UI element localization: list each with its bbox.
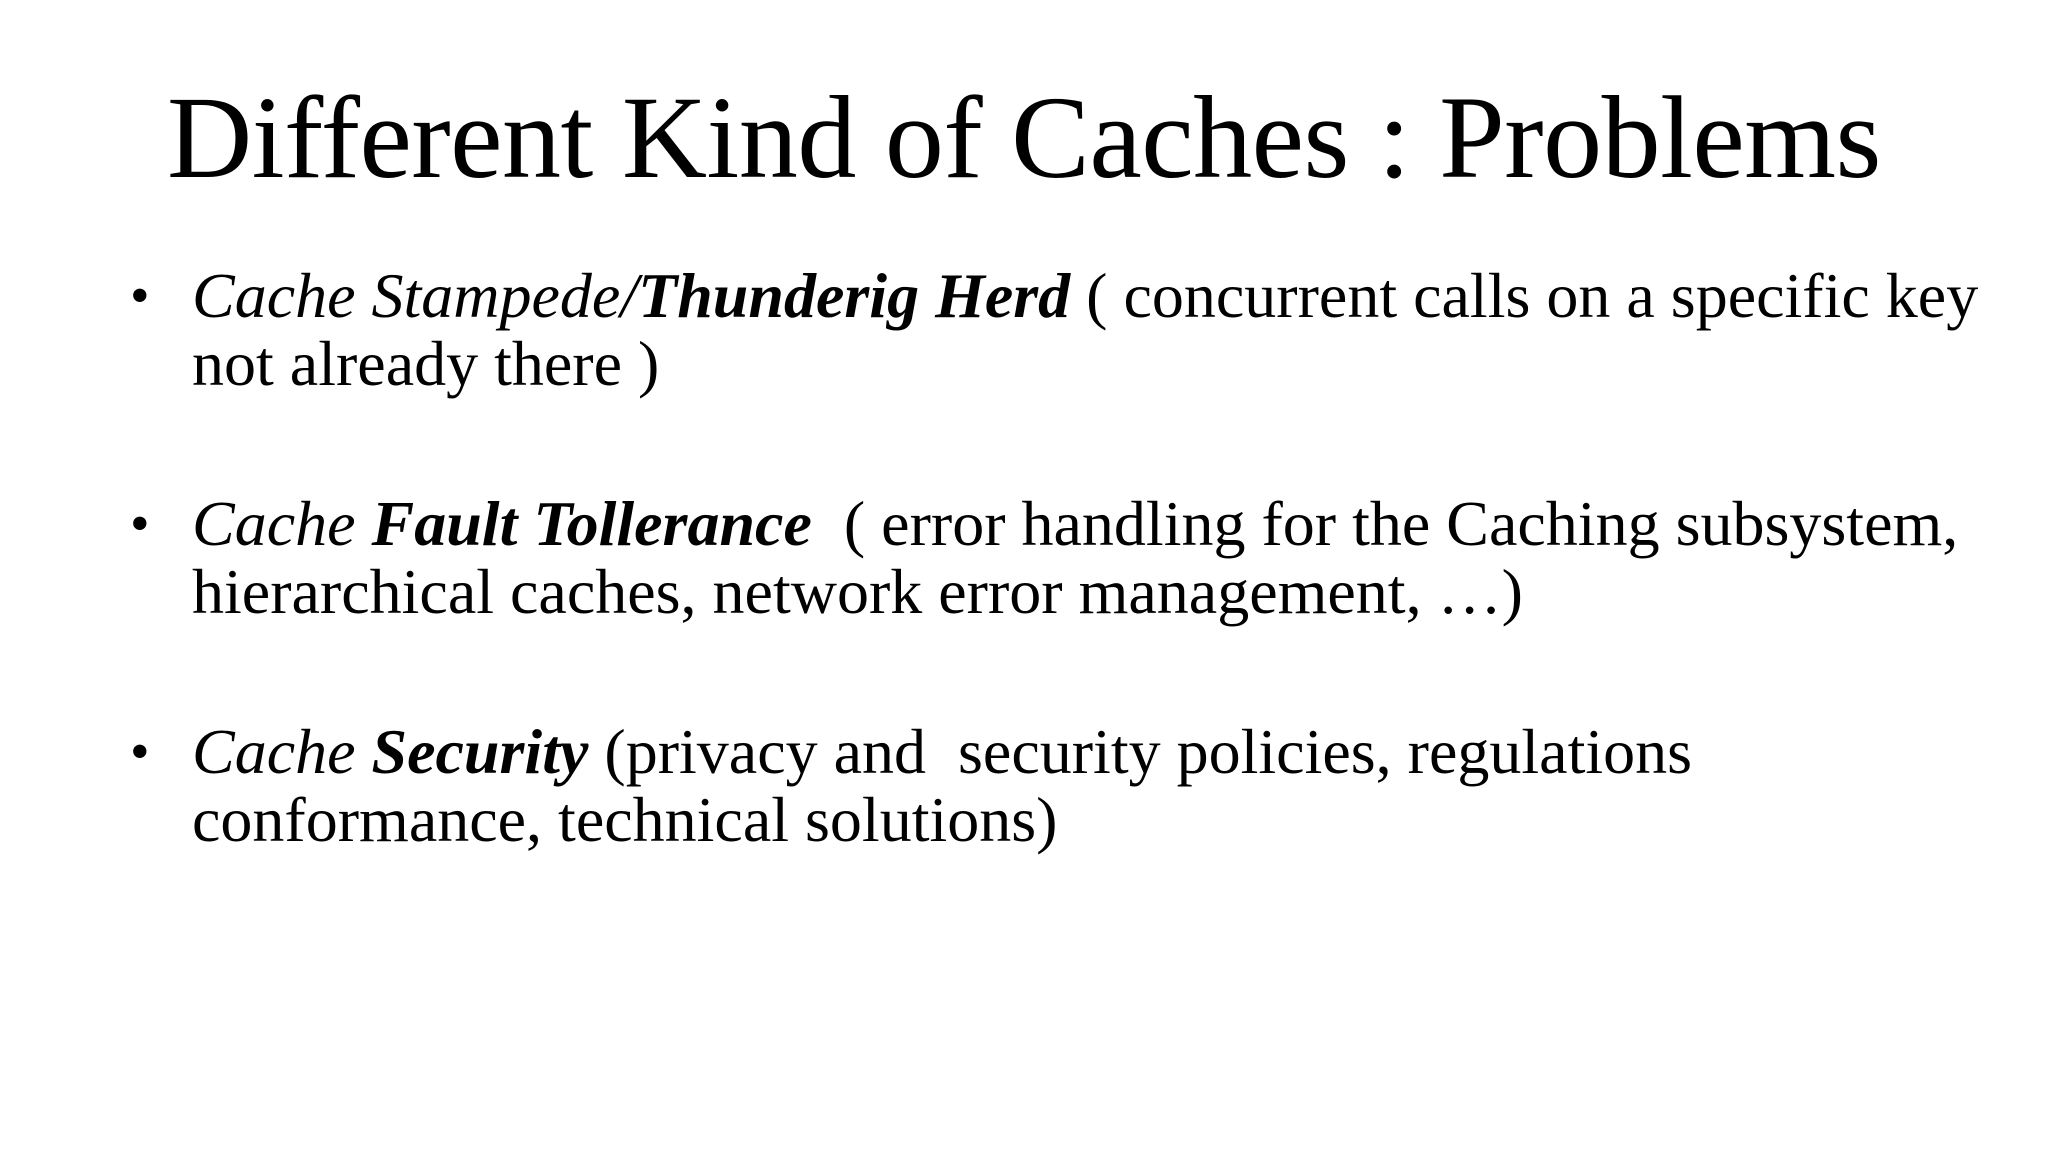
bullet-description: ( concurrent calls on a specific key not already there ) [192, 260, 1979, 399]
bullet-description: ( error handling for the Caching subsystem, hierarchical caches, network error management, …) [192, 488, 1975, 627]
bullet-icon: • [130, 721, 150, 783]
bullet-list [130, 262, 2010, 854]
bullet-item-fault-tolerance [130, 490, 2010, 626]
bullet-term: Cache [192, 488, 372, 559]
bullet-term: Cache Stampede/ [192, 260, 639, 331]
bullet-term: Cache [192, 716, 372, 787]
bullet-term-emphasis: Thunderig Herd [638, 260, 1071, 331]
bullet-item-security [130, 718, 2010, 854]
bullet-icon: • [130, 265, 150, 327]
bullet-term-emphasis: Security [371, 716, 589, 787]
bullet-icon: • [130, 493, 150, 555]
bullet-description: (privacy and security policies, regulations conformance, technical solutions) [192, 716, 1709, 855]
slide-title: Different Kind of Caches : Problems [167, 72, 1881, 203]
bullet-item-cache-stampede [130, 262, 2010, 398]
bullet-term-emphasis: Fault Tollerance [371, 488, 812, 559]
